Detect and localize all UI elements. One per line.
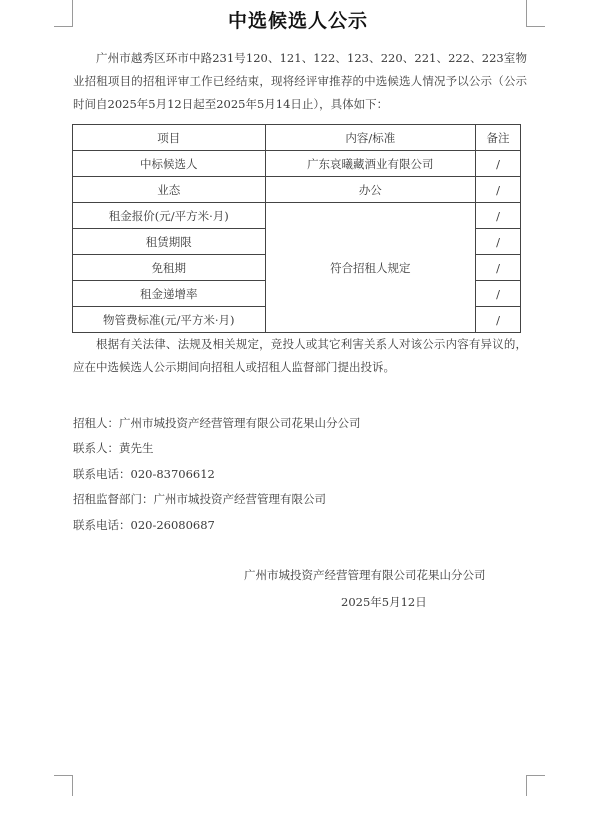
complaint-paragraph: 根据有关法律、法规及相关规定，竞投人或其它利害关系人对该公示内容有异议的，应在中选候选人公示期间向招租人或招租人监督部门提出投诉。 <box>73 337 527 374</box>
row-item: 租金递增率 <box>73 281 266 307</box>
merged-content-cell: 符合招租人规定 <box>265 203 476 333</box>
row-note: / <box>476 281 521 307</box>
contact-person-line: 联系人：黄先生 <box>73 441 154 455</box>
table-row <box>73 151 521 177</box>
row-item: 中标候选人 <box>73 151 266 177</box>
row-note: / <box>476 307 521 333</box>
header-content: 内容/标准 <box>265 125 476 151</box>
row-content: 办公 <box>265 177 476 203</box>
table-header-row <box>73 125 521 151</box>
table-row <box>73 203 521 229</box>
row-note: / <box>476 203 521 229</box>
row-item: 租金报价(元/平方米·月) <box>73 203 266 229</box>
row-note: / <box>476 255 521 281</box>
crop-mark-bottom-left <box>54 775 73 796</box>
page-title: 中选候选人公示 <box>227 10 368 32</box>
lessor-line: 招租人：广州市城投资产经营管理有限公司花果山分公司 <box>73 416 361 430</box>
row-content: 广东哀曦藏酒业有限公司 <box>265 151 476 177</box>
intro-paragraph: 广州市越秀区环市中路231号120、121、122、123、220、221、222、223室物业招租项目的招租评审工作已经结束，现将经评审推荐的中选候选人情况予以公示（公示时间自2025年5月12日起至2025年5月14日止），具体如下： <box>73 51 527 111</box>
candidate-table <box>72 124 521 333</box>
row-note: / <box>476 177 521 203</box>
signature-date: 2025年5月12日 <box>341 595 427 609</box>
header-item: 项目 <box>73 125 266 151</box>
supervisor-phone-line: 联系电话：020-26080687 <box>73 518 215 532</box>
supervisor-line: 招租监督部门：广州市城投资产经营管理有限公司 <box>73 492 326 506</box>
contact-phone-line: 联系电话：020-83706612 <box>73 467 215 481</box>
row-note: / <box>476 151 521 177</box>
row-item: 物管费标准(元/平方米·月) <box>73 307 266 333</box>
row-item: 免租期 <box>73 255 266 281</box>
header-note: 备注 <box>476 125 521 151</box>
row-item: 租赁期限 <box>73 229 266 255</box>
row-note: / <box>476 229 521 255</box>
signature-organization: 广州市城投资产经营管理有限公司花果山分公司 <box>244 568 486 582</box>
crop-mark-bottom-right <box>526 775 545 796</box>
table-row <box>73 177 521 203</box>
row-item: 业态 <box>73 177 266 203</box>
